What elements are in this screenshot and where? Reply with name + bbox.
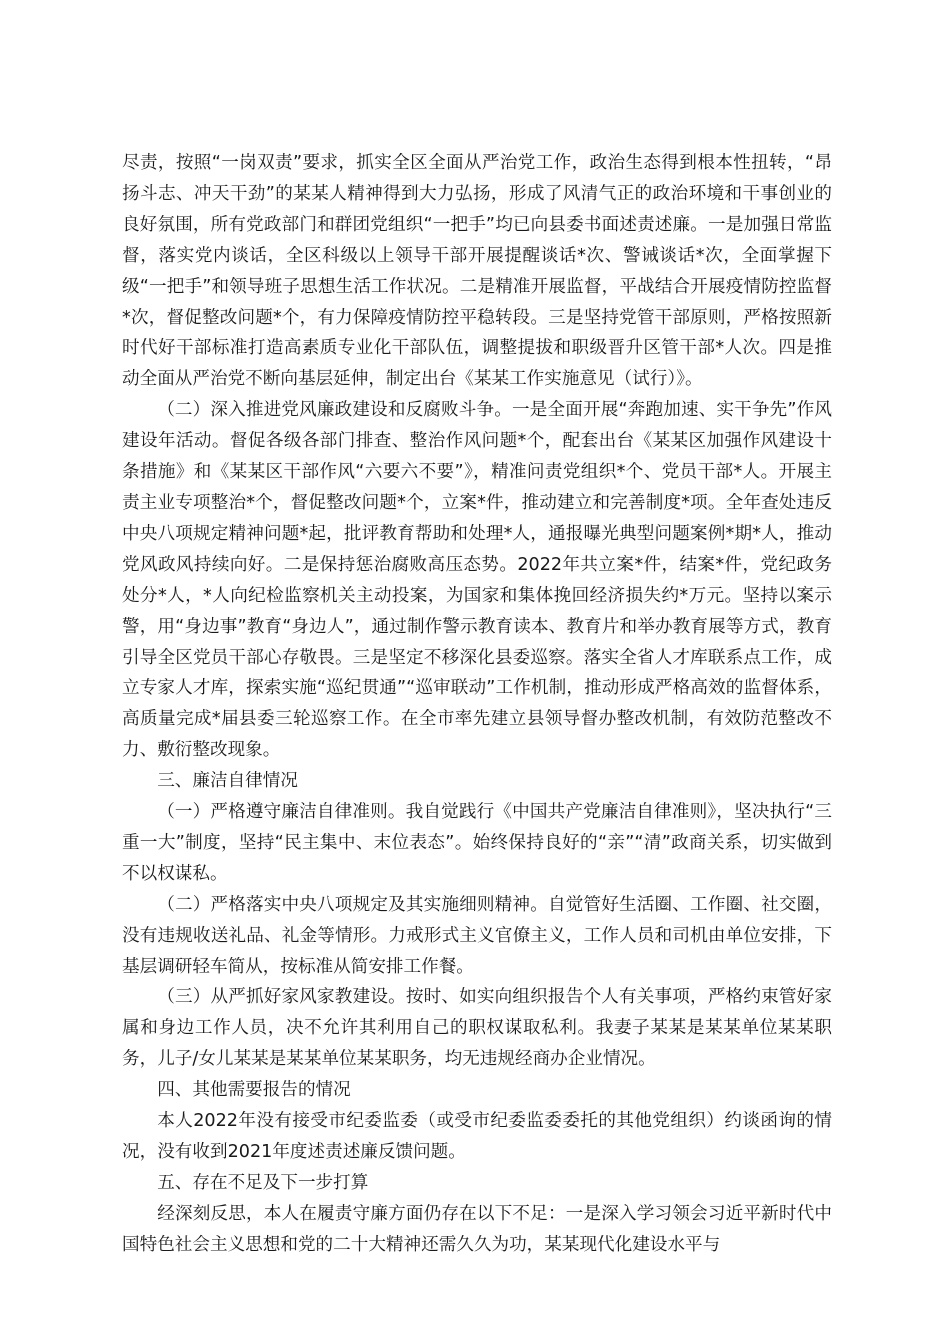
paragraph-responsibility: 尽责，按照“一岗双责”要求，抓实全区全面从严治党工作，政治生态得到根本性扭转，“昂扬斗志、冲天干劲”的某某人精神得到大力弘扬，形成了风清气正的政治环境和干事创业的良好氛围，所有党政部门和群团党组织“一把手”均已向县委书面述责述廉。一是加强日常监督，落实党内谈话，全区科级以上领导干部开展提醒谈话*次、警诫谈话*次，全面掌握下级“一把手”和领导班子思想生活工作状况。二是精准开展监督，平战结合开展疫情防控监督*次，督促整改问题*个，有力保障疫情防控平稳转段。三是坚持党管干部原则，严格按照新时代好干部标准打造高素质专业化干部队伍，调整提拔和职级晋升区管干部*人次。四是推动全面从严治党不断向基层延伸，制定出台《某某工作实施意见（试行）》。 (122, 153, 832, 390)
paragraph-shortcomings: 经深刻反思，本人在履责守廉方面仍存在以下不足：一是深入学习领会习近平新时代中国特色社会主义思想和党的二十大精神还需久久为功，某某现代化建设水平与 (122, 1203, 832, 1255)
section-heading-other-matters: 四、其他需要报告的情况 (157, 1080, 351, 1101)
document-page (122, 148, 832, 1261)
paragraph-other-matters: 本人2022年没有接受市纪委监委（或受市纪委监委委托的其他党组织）约谈函询的情况，没有收到2021年度述责述廉反馈问题。 (122, 1111, 832, 1162)
section-heading-shortcomings: 五、存在不足及下一步打算 (157, 1172, 369, 1193)
paragraph-family-conduct: （三）从严抓好家风家教建设。按时、如实向组织报告个人有关事项，严格约束管好家属和身边工作人员，决不允许其利用自己的职权谋取私利。我妻子某某是某某单位某某职务，儿子/女儿某某是某某单位某某职务，均无违规经商办企业情况。 (122, 987, 832, 1070)
section-heading-integrity: 三、廉洁自律情况 (157, 771, 298, 792)
paragraph-eight-rules: （二）严格落实中央八项规定及其实施细则精神。自觉管好生活圈、工作圈、社交圈，没有违规收送礼品、礼金等情形。力戒形式主义官僚主义，工作人员和司机由单位安排，下基层调研轻车简从，按标准从简安排工作餐。 (122, 894, 832, 977)
paragraph-integrity-rules: （一）严格遵守廉洁自律准则。我自觉践行《中国共产党廉洁自律准则》，坚决执行“三重一大”制度，坚持“民主集中、末位表态”。始终保持良好的“亲”“清”政商关系，切实做到不以权谋私。 (122, 802, 832, 884)
paragraph-anti-corruption: （二）深入推进党风廉政建设和反腐败斗争。一是全面开展“奔跑加速、实干争先”作风建设年活动。督促各级各部门排查、整治作风问题*个，配套出台《某某区加强作风建设十条措施》和《某某区干部作风“六要六不要”》，精准问责党组织*个、党员干部*人。开展主责主业专项整治*个，督促整改问题*个，立案*件，推动建立和完善制度*项。全年查处违反中央八项规定精神问题*起，批评教育帮助和处理*人，通报曝光典型问题案例*期*人，推动党风政风持续向好。二是保持惩治腐败高压态势。2022年共立案*件，结案*件，党纪政务处分*人，*人向纪检监察机关主动投案，为国家和集体挽回经济损失约*万元。坚持以案示警，用“身边事”教育“身边人”，通过制作警示教育读本、教育片和举办教育展等方式，教育引导全区党员干部心存敬畏。三是坚定不移深化县委巡察。落实全省人才库联系点工作，成立专家人才库，探索实施“巡纪贯通”“巡审联动”工作机制，推动形成严格高效的监督体系，高质量完成*届县委三轮巡察工作。在全市率先建立县领导督办整改机制，有效防范整改不力、敷衍整改现象。 (122, 400, 832, 761)
